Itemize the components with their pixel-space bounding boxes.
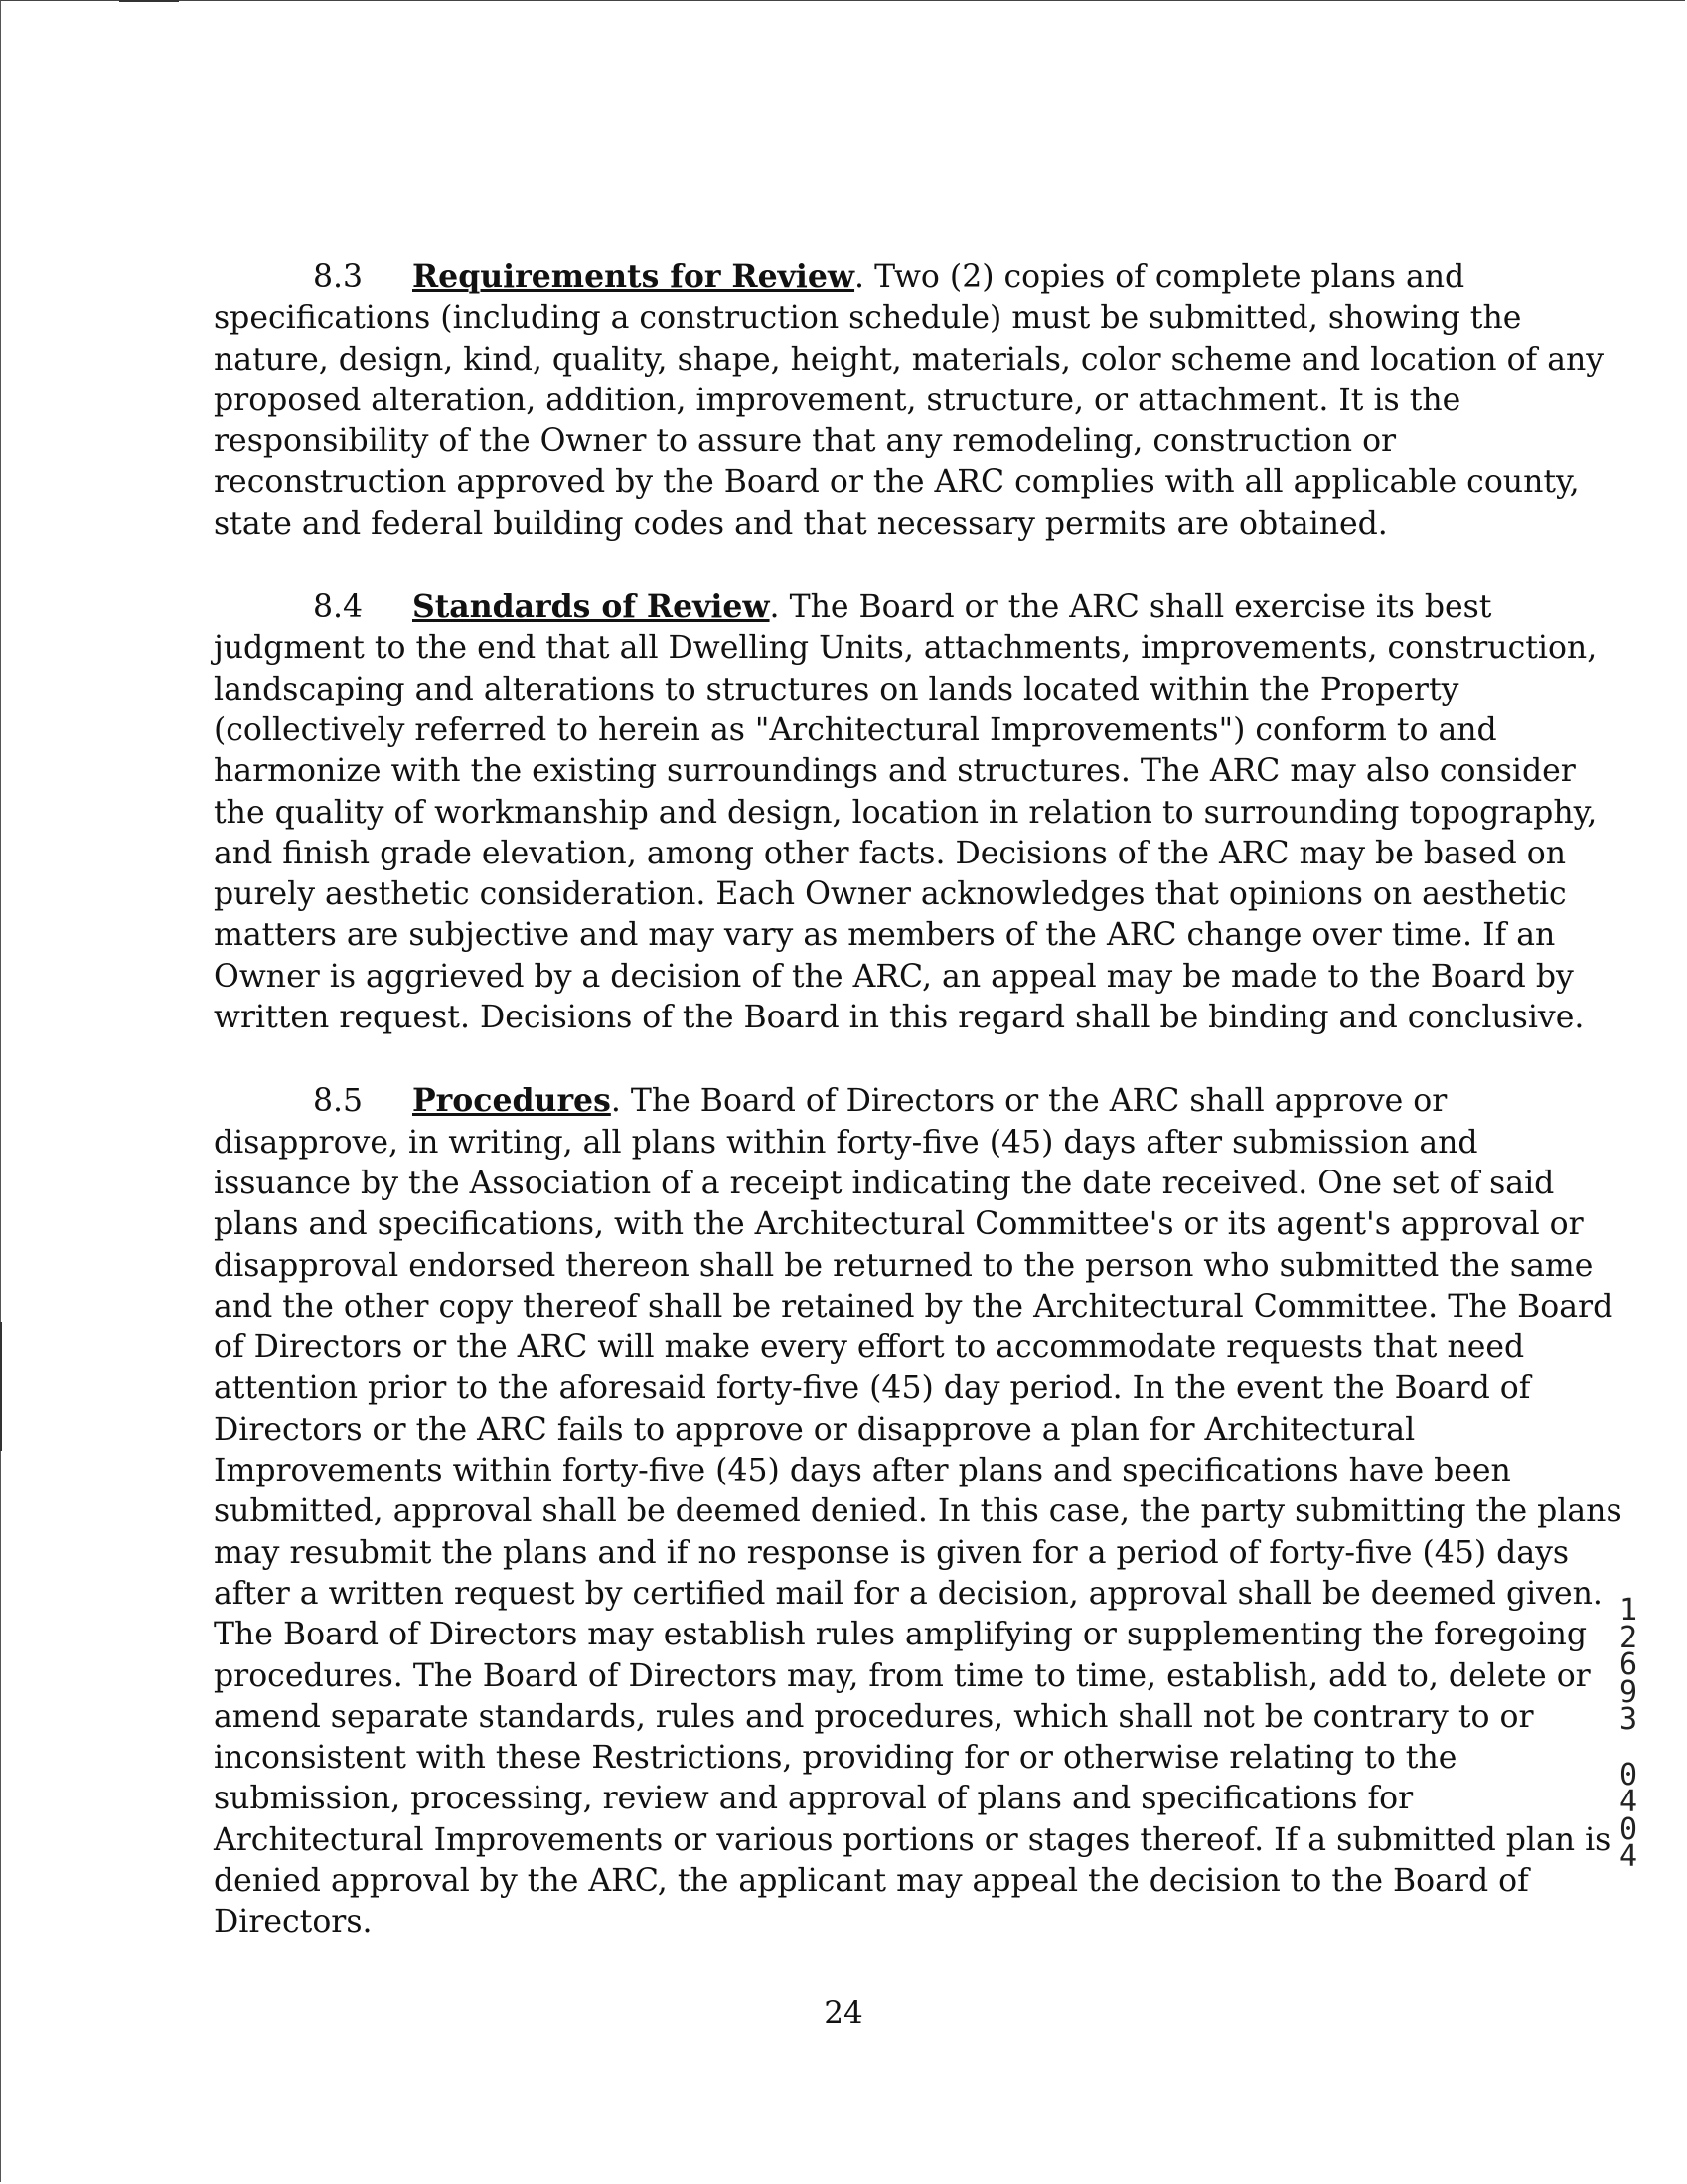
scan-artifact-left-edge — [0, 1322, 2, 1451]
section-heading: Requirements for Review — [412, 258, 855, 295]
side-reference-number — [1614, 1593, 1642, 1874]
text-line: issuance by the Association of a receipt indicating the date received. One set of said — [214, 1165, 1555, 1201]
text-line: inconsistent with these Restrictions, providing for or otherwise relating to the — [214, 1740, 1457, 1777]
text-line: nature, design, kind, quality, shape, height, materials, color scheme and location of any — [214, 341, 1605, 378]
section-8-3 — [214, 256, 1605, 545]
text-line: disapproval endorsed thereon shall be returned to the person who submitted the same — [214, 1247, 1594, 1284]
side-reference-char: 4 — [1618, 1839, 1638, 1874]
section-first-line — [214, 586, 1505, 628]
text-line: purely aesthetic consideration. Each Owner acknowledges that opinions on aesthetic — [214, 876, 1567, 913]
text-line: procedures. The Board of Directors may, from time to time, establish, add to, delete or — [214, 1657, 1591, 1694]
side-reference-char: 3 — [1618, 1702, 1638, 1737]
text-line: the quality of workmanship and design, location in relation to surrounding topography, — [214, 794, 1598, 831]
section-heading: Procedures — [412, 1082, 611, 1120]
text-line: The Board of Directors may establish rules amplifying or supplementing the foregoing — [214, 1617, 1588, 1653]
section-number: 8.5 — [313, 1083, 364, 1120]
text-line: harmonize with the existing surroundings and structures. The ARC may also consider — [214, 753, 1576, 790]
text-line: (collectively referred to herein as "Architectural Improvements") conform to and — [214, 711, 1497, 748]
side-reference-char: 1 — [1618, 1593, 1638, 1628]
section-8-4 — [214, 586, 1598, 1038]
text-line: Directors. — [214, 1904, 373, 1941]
page-number: 24 — [824, 1995, 863, 2031]
text-line: judgment to the end that all Dwelling Units, attachments, improvements, construction, — [214, 630, 1598, 667]
text-line: after a written request by certified mail for a decision, approval shall be deemed given. — [214, 1575, 1603, 1612]
text-line: amend separate standards, rules and procedures, which shall not be contrary to or — [214, 1698, 1534, 1735]
section-first-line — [214, 256, 1505, 298]
text-line: reconstruction approved by the Board or the ARC complies with all applicable county, — [214, 464, 1580, 501]
text-line: landscaping and alterations to structures on lands located within the Property — [214, 671, 1459, 707]
text-line: attention prior to the aforesaid forty-five (45) day period. In the event the Board of — [214, 1370, 1531, 1407]
side-reference-char: 0 — [1618, 1757, 1638, 1793]
section-first-line — [214, 1080, 1505, 1122]
text-line: disapprove, in writing, all plans within forty-five (45) days after submission and — [214, 1124, 1478, 1161]
side-reference-char: 2 — [1618, 1620, 1638, 1655]
scan-artifact-top-edge — [119, 0, 179, 2]
text-line: may resubmit the plans and if no response is given for a period of forty-five (45) days — [214, 1534, 1570, 1571]
section-heading: Standards of Review — [412, 588, 770, 626]
text-line: proposed alteration, addition, improvement, structure, or attachment. It is the — [214, 382, 1461, 418]
text-line: responsibility of the Owner to assure that any remodeling, construction or — [214, 423, 1397, 460]
text-line: Improvements within forty-five (45) days after plans and specifications have been — [214, 1453, 1511, 1489]
text-line: . Two (2) copies of complete plans and — [854, 259, 1465, 295]
text-line: of Directors or the ARC will make every effort to accommodate requests that need — [214, 1329, 1525, 1366]
side-reference-char: 6 — [1618, 1647, 1638, 1682]
section-8-5 — [214, 1080, 1622, 1943]
document-body — [214, 256, 1622, 1985]
section-number: 8.4 — [313, 589, 364, 626]
text-line: and the other copy thereof shall be retained by the Architectural Committee. The Board — [214, 1288, 1613, 1325]
side-reference-char: 4 — [1618, 1785, 1638, 1819]
text-line: state and federal building codes and that necessary permits are obtained. — [214, 505, 1388, 542]
side-reference-char: 9 — [1618, 1674, 1638, 1710]
text-line: submission, processing, review and approval of plans and specifications for — [214, 1781, 1414, 1817]
text-line: matters are subjective and may vary as members of the ARC change over time. If an — [214, 917, 1556, 954]
text-line: Directors or the ARC fails to approve or disapprove a plan for Architectural — [214, 1411, 1416, 1448]
text-line: specifications (including a construction schedule) must be submitted, showing the — [214, 300, 1522, 337]
text-line: and finish grade elevation, among other facts. Decisions of the ARC may be based on — [214, 835, 1567, 871]
text-line: plans and specifications, with the Architectural Committee's or its agent's approval or — [214, 1206, 1584, 1243]
side-reference-char: 0 — [1618, 1811, 1638, 1847]
section-number: 8.3 — [313, 259, 364, 295]
text-line: . The Board or the ARC shall exercise its best — [769, 589, 1492, 626]
text-line: denied approval by the ARC, the applicant may appeal the decision to the Board of — [214, 1862, 1529, 1899]
text-line: written request. Decisions of the Board in this regard shall be binding and conclusive. — [214, 1000, 1585, 1036]
text-line: submitted, approval shall be deemed denied. In this case, the party submitting the plans — [214, 1493, 1622, 1530]
text-line: Architectural Improvements or various portions or stages thereof. If a submitted plan is — [214, 1821, 1611, 1858]
text-line: . The Board of Directors or the ARC shall approve or — [610, 1083, 1448, 1120]
text-line: Owner is aggrieved by a decision of the ARC, an appeal may be made to the Board by — [214, 958, 1574, 995]
